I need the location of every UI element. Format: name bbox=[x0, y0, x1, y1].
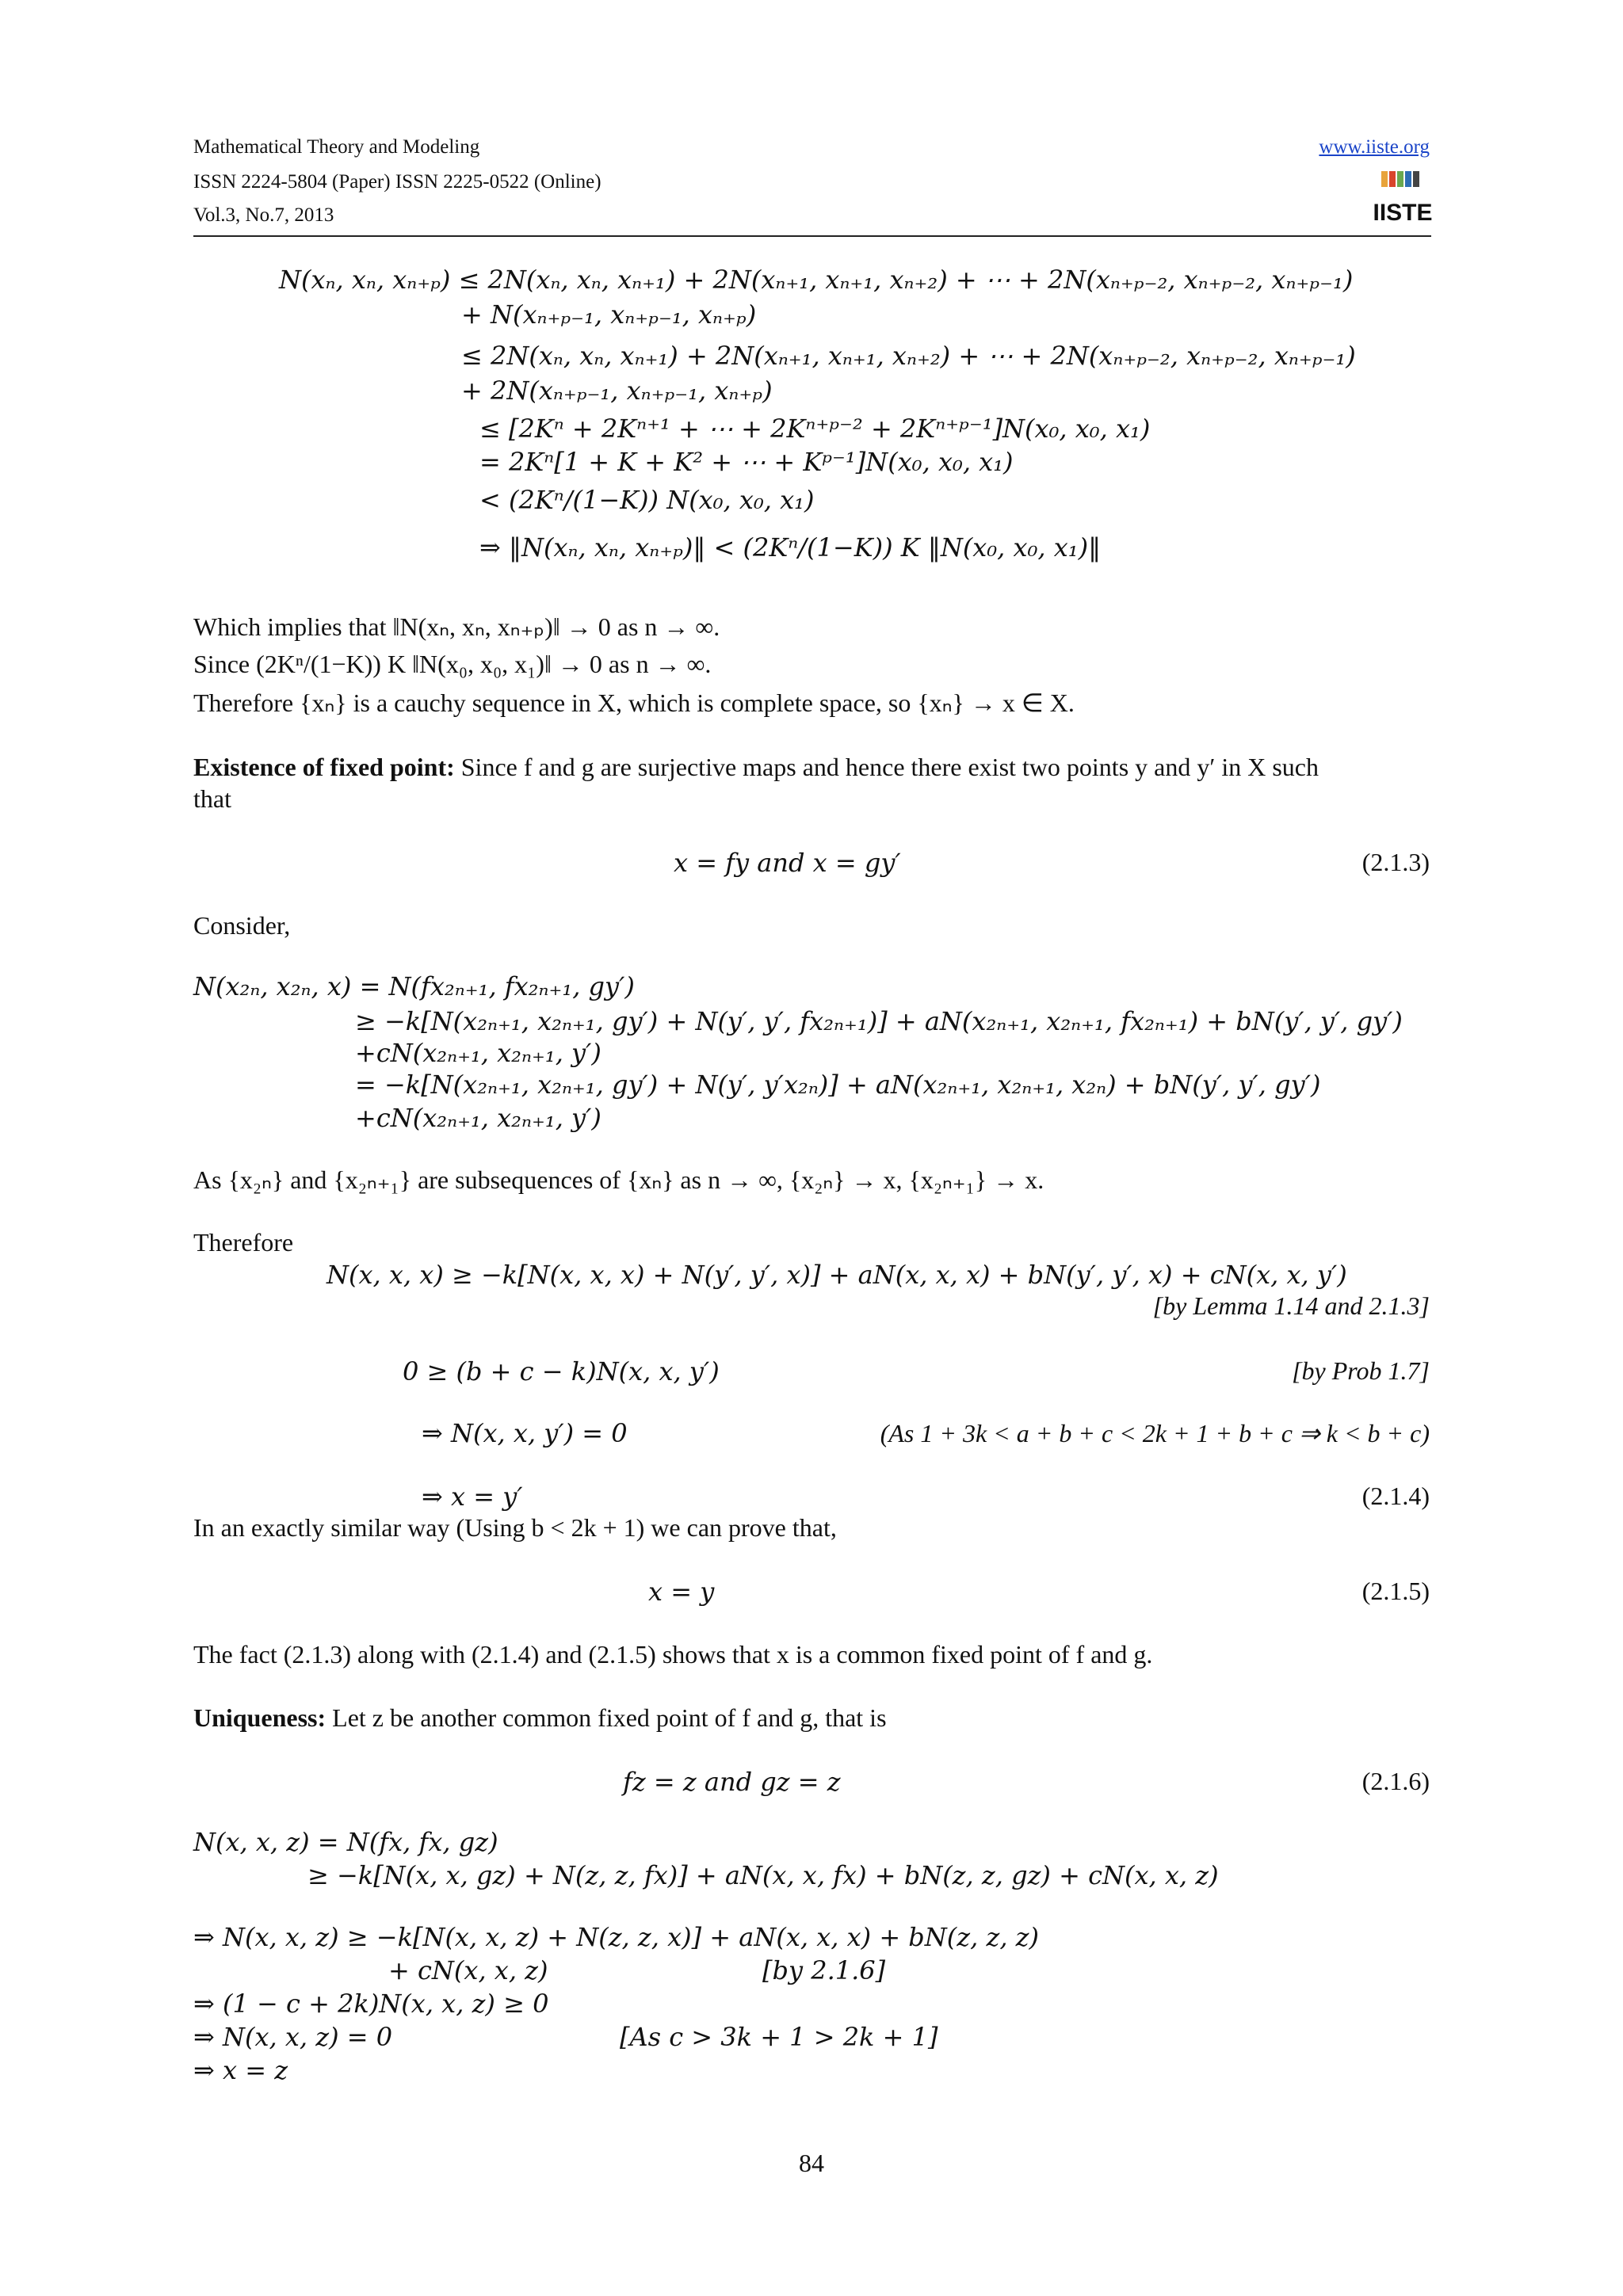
deriv-line-6: = 2Kⁿ[1 + K + K² + ⋯ + Kᵖ⁻¹]N(x₀, x₀, x₁) bbox=[479, 447, 1014, 477]
logo-text: IISTE bbox=[1373, 200, 1433, 226]
existence-text: Since f and g are surjective maps and hence there exist two points y and y′ in X such bbox=[454, 753, 1319, 781]
cauchy-line: Therefore {xₙ} is a cauchy sequence in X, which is complete space, so {xₙ} → x ∈ X. bbox=[193, 688, 1075, 717]
similar-text: In an exactly similar way (Using b < 2k + 1) we can prove that, bbox=[193, 1513, 837, 1542]
block5-line-3: ⇒ (1 − c + 2k)N(x, x, z) ≥ 0 bbox=[193, 1989, 549, 2019]
site-link[interactable]: www.iiste.org bbox=[1319, 136, 1430, 158]
existence-paragraph bbox=[193, 753, 1319, 782]
block3-line-2: 0 ≥ (b + c − k)N(x, x, y′) bbox=[403, 1356, 720, 1386]
block2-line-4: = −k[N(x₂ₙ₊₁, x₂ₙ₊₁, gy′) + N(y′, y′x₂ₙ)] + aN(x₂ₙ₊₁, x₂ₙ₊₁, x₂ₙ) + bN(y′, y′, gy′) bbox=[355, 1070, 1321, 1100]
block2-line-1: N(x₂ₙ, x₂ₙ, x) = N(fx₂ₙ₊₁, fx₂ₙ₊₁, gy′) bbox=[193, 971, 635, 1001]
iiste-logo bbox=[1373, 168, 1433, 227]
block5-line-2: + cN(x, x, z) bbox=[388, 1955, 548, 1985]
block2-line-2: ≥ −k[N(x₂ₙ₊₁, x₂ₙ₊₁, gy′) + N(y′, y′, fx₂ₙ₊₁)] + aN(x₂ₙ₊₁, x₂ₙ₊₁, fx₂ₙ₊₁) + bN(y′, y′, gy′) bbox=[355, 1006, 1403, 1036]
deriv-line-5: ≤ [2Kⁿ + 2Kⁿ⁺¹ + ⋯ + 2Kⁿ⁺ᵖ⁻² + 2Kⁿ⁺ᵖ⁻¹]N(x₀, x₀, x₁) bbox=[479, 414, 1151, 444]
deriv-line-3: ≤ 2N(xₙ, xₙ, xₙ₊₁) + 2N(xₙ₊₁, xₙ₊₁, xₙ₊₂) + ⋯ + 2N(xₙ₊ₚ₋₂, xₙ₊ₚ₋₂, xₙ₊ₚ₋₁) bbox=[461, 341, 1356, 371]
since-line: Since (2Kⁿ/(1−K)) K ‖N(x₀, x₀, x₁)‖ → 0 as n → ∞. bbox=[193, 650, 712, 678]
block5-ref-2: [by 2.1.6] bbox=[762, 1955, 886, 1985]
uniqueness-heading: Uniqueness: bbox=[193, 1703, 327, 1732]
eq-num-2-1-4: (2.1.4) bbox=[1361, 1482, 1430, 1510]
uniqueness-paragraph bbox=[193, 1703, 887, 1733]
therefore-text: Therefore bbox=[193, 1228, 294, 1257]
block3-line-4: ⇒ x = y′ bbox=[422, 1482, 523, 1512]
block4-line-1: N(x, x, z) = N(fx, fx, gz) bbox=[193, 1827, 498, 1857]
existence-heading: Existence of fixed point: bbox=[193, 753, 455, 781]
block3-ref-3: (As 1 + 3k < a + b + c < 2k + 1 + b + c ⇒ k < b + c) bbox=[880, 1419, 1430, 1447]
block3-ref-1: [by Lemma 1.14 and 2.1.3] bbox=[1152, 1291, 1430, 1320]
block2-line-5: +cN(x₂ₙ₊₁, x₂ₙ₊₁, y′) bbox=[355, 1103, 601, 1133]
equation-2-1-5: x = y bbox=[648, 1577, 715, 1607]
deriv-line-4: + 2N(xₙ₊ₚ₋₁, xₙ₊ₚ₋₁, xₙ₊ₚ) bbox=[461, 376, 773, 406]
deriv-line-8: ⇒ ‖N(xₙ, xₙ, xₙ₊ₚ)‖ < (2Kⁿ/(1−K)) K ‖N(x₀, x₀, x₁)‖ bbox=[479, 532, 1102, 563]
block2-line-3: +cN(x₂ₙ₊₁, x₂ₙ₊₁, y′) bbox=[355, 1038, 601, 1068]
page-number: 84 bbox=[799, 2149, 824, 2177]
deriv-line-2: + N(xₙ₊ₚ₋₁, xₙ₊ₚ₋₁, xₙ₊ₚ) bbox=[461, 299, 757, 330]
eq-num-2-1-6: (2.1.6) bbox=[1361, 1767, 1430, 1795]
equation-2-1-6: fz = z and gz = z bbox=[623, 1767, 841, 1797]
consider-text: Consider, bbox=[193, 911, 291, 940]
block5-line-4: ⇒ N(x, x, z) = 0 bbox=[193, 2022, 393, 2052]
block5-line-5: ⇒ x = z bbox=[193, 2055, 288, 2085]
volume-line: Vol.3, No.7, 2013 bbox=[193, 204, 334, 226]
deriv-line-1: N(xₙ, xₙ, xₙ₊ₚ) ≤ 2N(xₙ, xₙ, xₙ₊₁) + 2N(xₙ₊₁, xₙ₊₁, xₙ₊₂) + ⋯ + 2N(xₙ₊ₚ₋₂, xₙ₊ₚ₋₂, xₙ₊ₚ₋₁) bbox=[279, 265, 1354, 295]
subsequence-text: As {x₂ₙ} and {x₂ₙ₊₁} are subsequences of {xₙ} as n → ∞, {x₂ₙ} → x, {x₂ₙ₊₁} → x. bbox=[193, 1165, 1044, 1194]
deriv-line-7: < (2Kⁿ/(1−K)) N(x₀, x₀, x₁) bbox=[479, 485, 815, 515]
block5-ref-4: [As c > 3k + 1 > 2k + 1] bbox=[620, 2022, 938, 2052]
header-rule bbox=[193, 235, 1431, 237]
block3-line-1: N(x, x, x) ≥ −k[N(x, x, x) + N(y′, y′, x)] + aN(x, x, x) + bN(y′, y′, x) + cN(x, x, y′) bbox=[327, 1260, 1347, 1290]
issn-line: ISSN 2224-5804 (Paper) ISSN 2225-0522 (Online) bbox=[193, 171, 601, 193]
eq-num-2-1-3: (2.1.3) bbox=[1361, 848, 1430, 876]
existence-text-2: that bbox=[193, 784, 231, 813]
block4-line-2: ≥ −k[N(x, x, gz) + N(z, z, fx)] + aN(x, x, fx) + bN(z, z, gz) + cN(x, x, z) bbox=[307, 1860, 1219, 1890]
block3-ref-2: [by Prob 1.7] bbox=[1292, 1356, 1430, 1385]
block3-line-3: ⇒ N(x, x, y′) = 0 bbox=[422, 1418, 628, 1448]
eq-num-2-1-5: (2.1.5) bbox=[1361, 1577, 1430, 1605]
equation-2-1-3: x = fy and x = gy′ bbox=[674, 848, 901, 878]
block5-line-1: ⇒ N(x, x, z) ≥ −k[N(x, x, z) + N(z, z, x)] + aN(x, x, x) + bN(z, z, z) bbox=[193, 1922, 1040, 1952]
fact-text: The fact (2.1.3) along with (2.1.4) and (2.1.5) shows that x is a common fixed point of f and g. bbox=[193, 1640, 1153, 1669]
implies-line: Which implies that ‖N(xₙ, xₙ, xₙ₊ₚ)‖ → 0 as n → ∞. bbox=[193, 612, 720, 641]
journal-title: Mathematical Theory and Modeling bbox=[193, 136, 480, 158]
uniqueness-text: Let z be another common fixed point of f and g, that is bbox=[326, 1703, 887, 1732]
